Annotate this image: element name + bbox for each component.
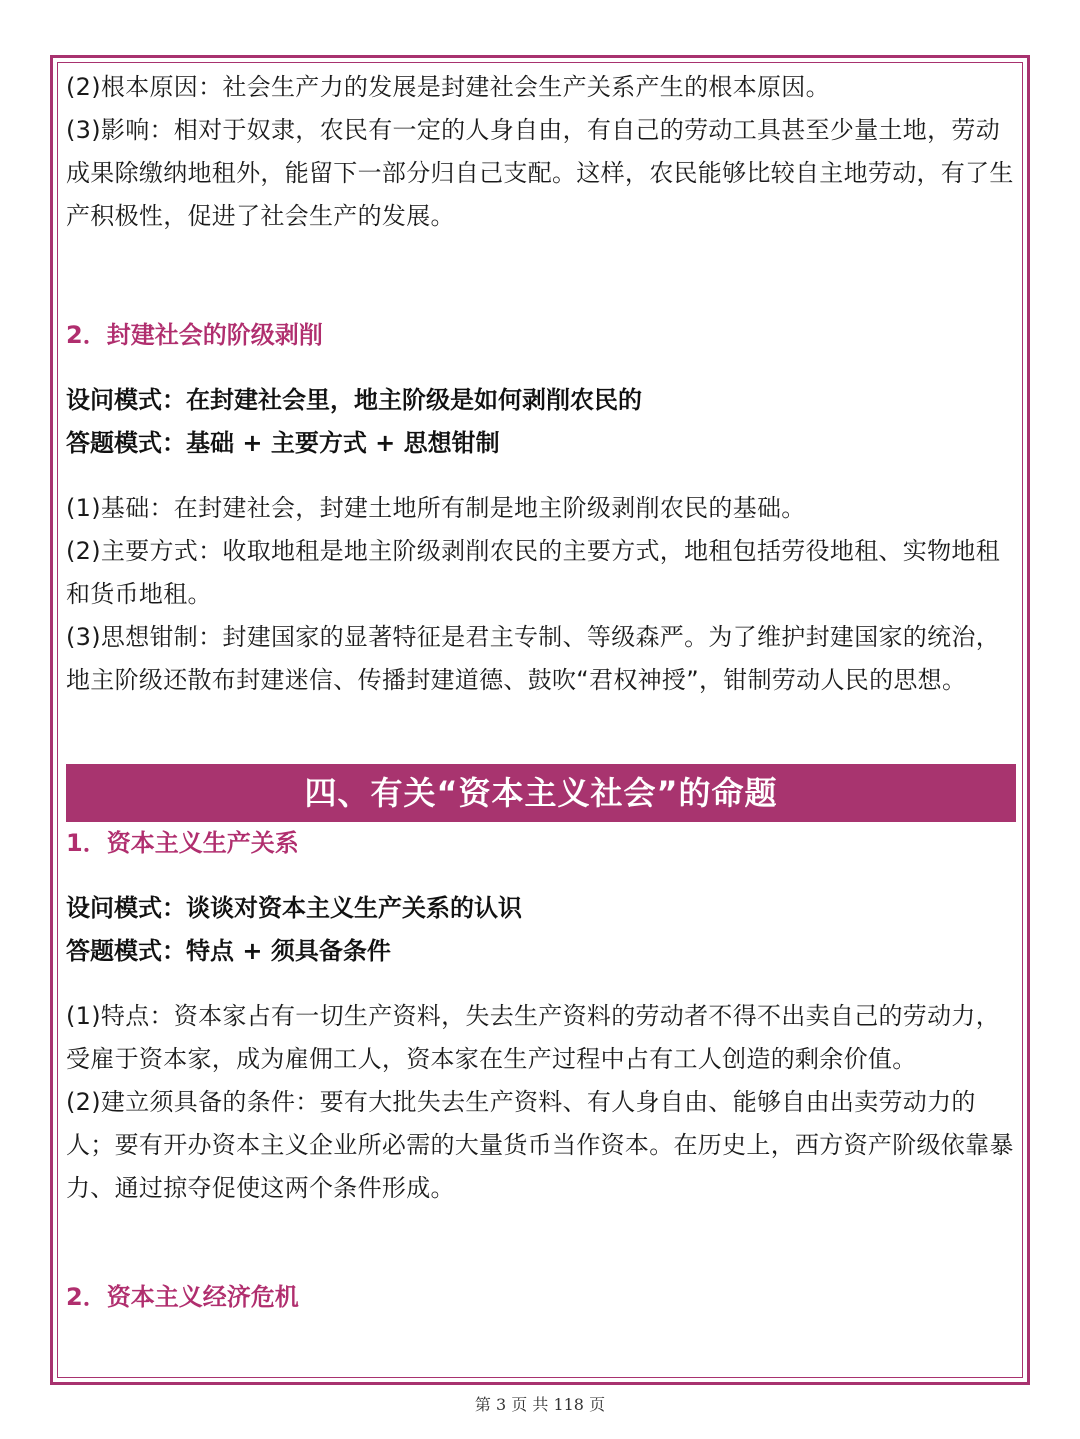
question-mode-capitalism: 设问模式：谈谈对资本主义生产关系的认识 <box>66 894 522 922</box>
answer-mode-feudal: 答题模式：基础 + 主要方式 + 思想钳制 <box>66 429 500 457</box>
subheading-economic-crisis: 2．资本主义经济危机 <box>66 1283 299 1311</box>
question-mode-feudal: 设问模式：在封建社会里，地主阶级是如何剥削农民的 <box>66 386 642 414</box>
paragraph-thought-control: (3)思想钳制：封建国家的显著特征是君主专制、等级森严。为了维护封建国家的统治，地主阶级还散布封建迷信、传播封建道德、鼓吹“君权神授”，钳制劳动人民的思想。 <box>66 623 1000 694</box>
paragraph-conditions: (2)建立须具备的条件：要有大批失去生产资料、有人身自由、能够自由出卖劳动力的人；要有开办资本主义企业所必需的大量货币当作资本。在历史上，西方资产阶级依靠暴力、通过掠夺促使这两个条件形成。 <box>66 1088 1014 1202</box>
page-number-footer: 第 3 页 共 118 页 <box>474 1395 606 1414</box>
paragraph-root-cause: (2)根本原因：社会生产力的发展是封建社会生产关系产生的根本原因。 <box>66 73 830 101</box>
subheading-capitalist-relations: 1．资本主义生产关系 <box>66 829 299 857</box>
paragraph-main-method: (2)主要方式：收取地租是地主阶级剥削农民的主要方式，地租包括劳役地租、实物地租和货币地租。 <box>66 537 1000 608</box>
answer-mode-capitalism: 答题模式：特点 + 须具备条件 <box>66 937 391 965</box>
paragraph-basis: (1)基础：在封建社会，封建土地所有制是地主阶级剥削农民的基础。 <box>66 494 806 522</box>
section-banner-capitalism: 四、有关“资本主义社会”的命题 <box>66 764 1016 822</box>
subheading-feudal-exploitation: 2．封建社会的阶级剥削 <box>66 321 323 349</box>
paragraph-characteristics: (1)特点：资本家占有一切生产资料，失去生产资料的劳动者不得不出卖自己的劳动力，受雇于资本家，成为雇佣工人，资本家在生产过程中占有工人创造的剩余价值。 <box>66 1002 1000 1073</box>
paragraph-influence: (3)影响：相对于奴隶，农民有一定的人身自由，有自己的劳动工具甚至少量土地，劳动成果除缴纳地租外，能留下一部分归自己支配。这样，农民能够比较自主地劳动，有了生产积极性，促进了社会生产的发展。 <box>66 116 1014 230</box>
document-body <box>66 66 1016 1319</box>
